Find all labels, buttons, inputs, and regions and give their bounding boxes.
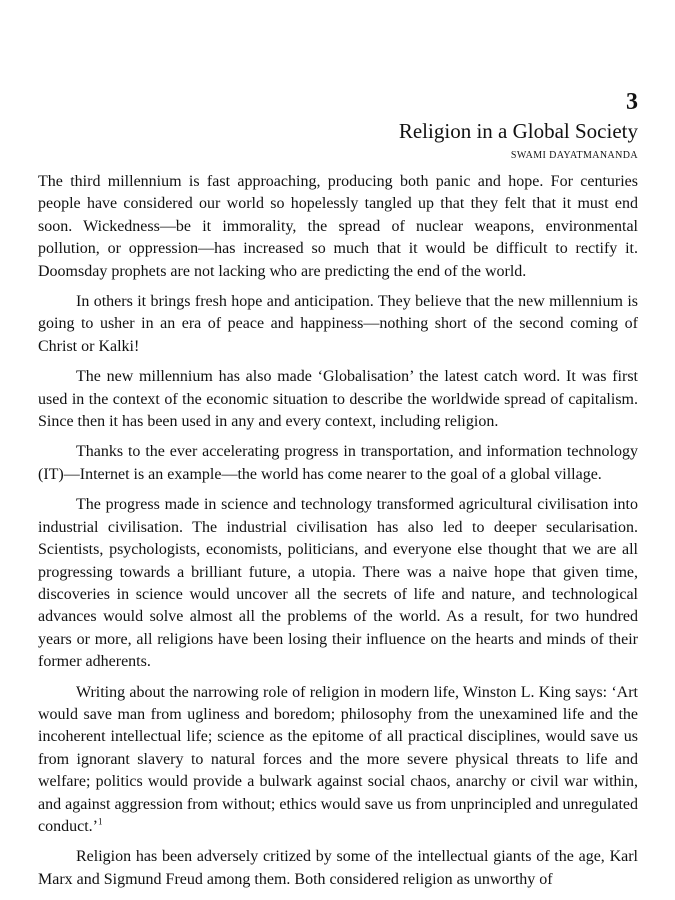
paragraph: The new millennium has also made ‘Globalisation’ the latest catch word. It was first used in the context of the economic situation to describe the worldwide spread of capitalism. Since then it has been used in any and every context, including religion.	[38, 368, 638, 431]
book-page	[38, 88, 638, 899]
paragraph-text: Writing about the narrowing role of religion in modern life, Winston L. King says: ‘Art would save man from ugliness and boredom; philosophy from the unexamined life and the incoherent intellectual life; science as the epitome of all practical disciplines, would save us from ignorant slavery to natural forces and the more severe physical threats to life and welfare; politics would provide a bulwark against social chaos, anarchy or civil war within, and against aggression from without; ethics would save us from unprincipled and unregulated conduct.’	[38, 683, 638, 835]
chapter-author: SWAMI DAYATMANANDA	[510, 150, 638, 161]
paragraph-with-footnote	[38, 682, 638, 839]
footnote-reference[interactable]: 1	[97, 816, 103, 827]
chapter-body	[38, 171, 638, 891]
paragraph: In others it brings fresh hope and anticipation. They believe that the new millennium is going to usher in an era of peace and happiness—nothing short of the second coming of Christ or Kalki!	[38, 293, 638, 355]
chapter-title: Religion in a Global Society	[398, 119, 638, 143]
paragraph: Religion has been adversely critized by some of the intellectual giants of the age, Karl Marx and Sigmund Freud among them. Both considered religion as unworthy of	[38, 848, 638, 888]
paragraph: The third millennium is fast approaching, producing both panic and hope. For centuries people have considered our world so hopelessly tangled up that they felt that it must end soon. Wickedness—be it immorality, the spread of nuclear weapons, environmental pollution, or oppression—has increased so much that it would be difficult to rectify it. Doomsday prophets are not lacking who are predicting the end of the world.	[38, 173, 638, 280]
paragraph: The progress made in science and technology transformed agricultural civilisation into industrial civilisation. The industrial civilisation has also led to deeper secularisation. Scientists, psychologists, economists, politicians, and everyone else thought that we are all progressing towards a brilliant future, a utopia. There was a naive hope that given time, discoveries in science would uncover all the secrets of life and nature, and technological advances would solve almost all the problems of the world. As a result, for two hundred years or more, all religions have been losing their influence on the hearts and minds of their former adherents.	[38, 496, 638, 671]
chapter-number: 3	[626, 89, 638, 115]
paragraph: Thanks to the ever accelerating progress in transportation, and information technology (IT)—Internet is an example—the world has come nearer to the goal of a global village.	[38, 443, 638, 483]
